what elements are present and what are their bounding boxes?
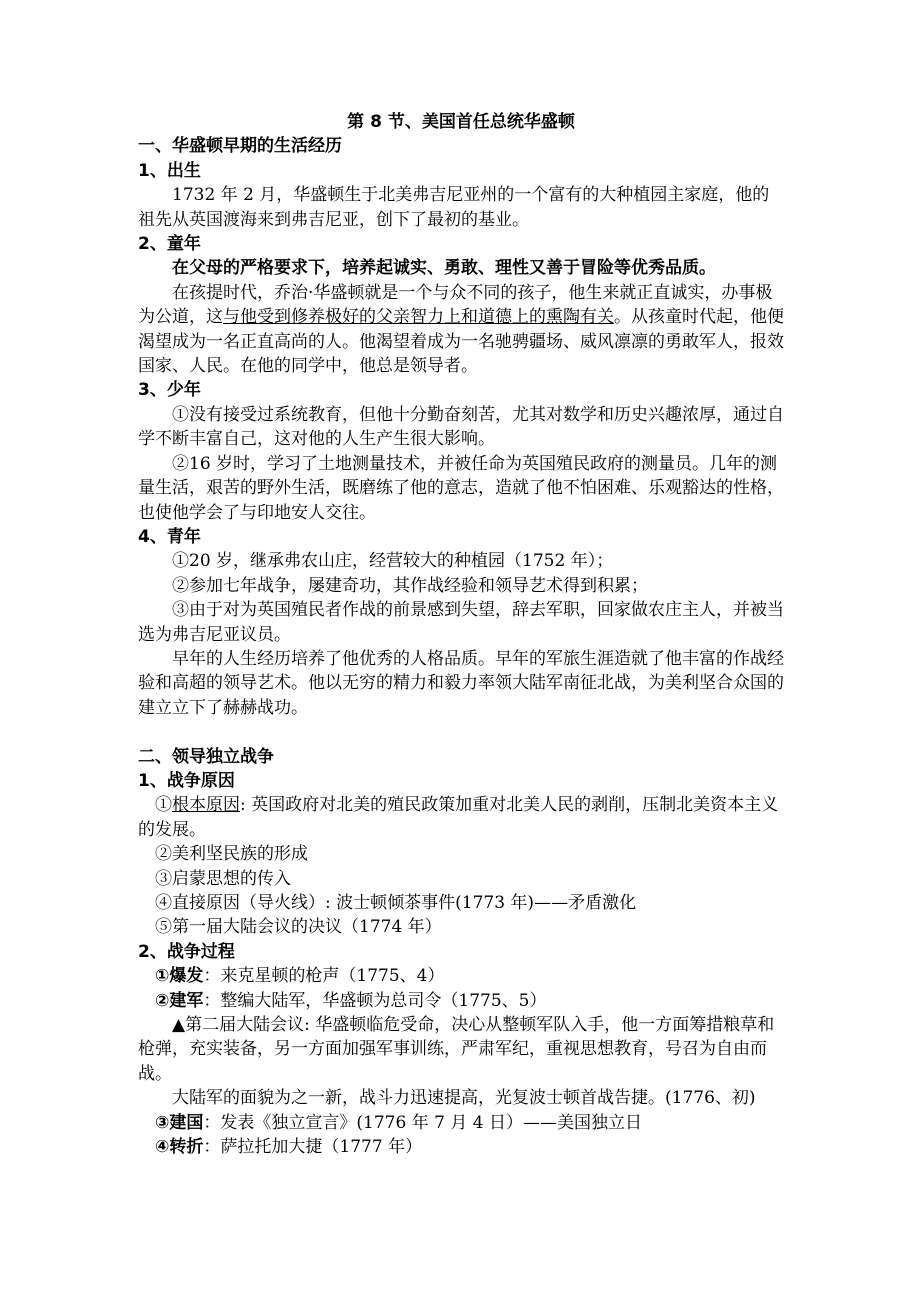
childhood-underlined-text: 与他受到修养极好的父亲智力上和道德上的熏陶有关 <box>223 307 614 328</box>
process-step-1-label: ①爆发 <box>155 966 204 987</box>
paragraph-young-adult-4: 早年的人生经历培养了他优秀的人格品质。早年的军旅生涯造就了他丰富的作战经验和高超的领导艺术。他以无穷的精力和毅力率领大陆军南征北战，为美利坚合众国的建立立下了赫赫战功。 <box>138 648 784 718</box>
childhood-summary: 在父母的严格要求下，培养起诚实、勇敢、理性又善于冒险等优秀品质。 <box>172 258 716 279</box>
paragraph-youth-1: ①没有接受过系统教育，但他十分勤奋刻苦，尤其对数学和历史兴趣浓厚，通过自学不断丰富自己，这对他的人生产生很大影响。 <box>138 404 784 450</box>
paragraph-childhood <box>138 281 784 379</box>
paragraph-youth-2: ②16 岁时，学习了土地测量技术，并被任命为英国殖民政府的测量员。几年的测量生活，艰苦的野外生活，既磨练了他的意志，造就了他不怕困难、乐观豁达的性格，也使他学会了与印地安人交往。 <box>138 453 784 523</box>
childhood-text-before: 在孩提时代，乔治·华盛顿就是一个与众不同的孩子，他生来就正直诚实，办事极为公道，这 <box>138 282 773 328</box>
cause-3: ③启蒙思想的传入 <box>155 868 291 889</box>
paragraph-young-adult-2: ②参加七年战争，屡建奇功，其作战经验和领导艺术得到积累； <box>172 575 648 596</box>
paragraph-second-congress: ▲第二届大陆会议: 华盛顿临危受命，决心从整顿军队入手，他一方面筹措粮草和枪弹，充实装备，另一方面加强军事训练，严肃军纪，重视思想教育，号召为自由而战。 <box>138 1015 775 1084</box>
blank-line <box>138 720 784 744</box>
document-page <box>138 110 784 1159</box>
section-heading-war: 二、领导独立战争 <box>138 746 274 767</box>
process-step-2 <box>138 989 784 1013</box>
process-step-1-text: ：来克星顿的枪声（1775、4） <box>203 966 445 987</box>
process-step-4 <box>138 1135 784 1159</box>
cause-5: ⑤第一届大陆会议的决议（1774 年） <box>155 917 442 938</box>
cause-4: ④直接原因（导火线）: 波士顿倾茶事件(1773 年)——矛盾激化 <box>155 892 637 913</box>
subheading-process: 2、战争过程 <box>138 941 235 962</box>
cause-1-underlined: 根本原因 <box>172 795 240 816</box>
paragraph-young-adult-3: ③由于对为英国殖民者作战的前景感到失望，辞去军职，回家做农庄主人，并被当选为弗吉尼亚议员。 <box>138 600 784 645</box>
process-step-4-text: ：萨拉托加大捷（1777 年） <box>203 1137 423 1158</box>
subheading-causes: 1、战争原因 <box>138 770 235 791</box>
subheading-childhood: 2、童年 <box>138 234 201 255</box>
subheading-birth: 1、出生 <box>138 160 201 181</box>
cause-2: ②美利坚民族的形成 <box>155 844 308 865</box>
process-step-3-text: ：发表《独立宣言》(1776 年 7 月 4 日）——美国独立日 <box>203 1112 642 1133</box>
process-step-3-label: ③建国 <box>155 1112 204 1133</box>
subheading-young-adult: 4、青年 <box>138 526 201 547</box>
process-step-2-text: ：整编大陆军，华盛顿为总司令（1775、5） <box>203 990 547 1011</box>
process-step-3 <box>138 1111 784 1135</box>
cause-1-prefix: ① <box>155 795 172 816</box>
subheading-youth: 3、少年 <box>138 380 201 401</box>
process-step-4-label: ④转折 <box>155 1137 204 1158</box>
process-step-1 <box>138 964 784 988</box>
paragraph-young-adult-1: ①20 岁，继承弗农山庄，经营较大的种植园（1752 年）； <box>172 551 614 572</box>
paragraph-continental-army: 大陆军的面貌为之一新，战斗力迅速提高，光复波士顿首战告捷。(1776、初) <box>172 1088 756 1109</box>
paragraph-birth: 1732 年 2 月，华盛顿生于北美弗吉尼亚州的一个富有的大种植园主家庭，他的祖先从英国渡海来到弗吉尼亚，创下了最初的基业。 <box>138 185 770 230</box>
document-title: 第 8 节、美国首任总统华盛顿 <box>347 112 575 132</box>
section-heading-early-life: 一、华盛顿早期的生活经历 <box>138 136 342 157</box>
process-step-2-label: ②建军 <box>155 990 204 1011</box>
cause-1 <box>138 793 784 842</box>
cause-1-text: : 英国政府对北美的殖民政策加重对北美人民的剥削，压制北美资本主义的发展。 <box>138 795 779 840</box>
childhood-text-after: 。从孩童时代起，他便渴望成为一名正直高尚的人。他渴望着成为一名驰骋疆场、威风凛凛的勇敢军人，报效国家、人民。在他的同学中，他总是领导者。 <box>138 307 784 377</box>
